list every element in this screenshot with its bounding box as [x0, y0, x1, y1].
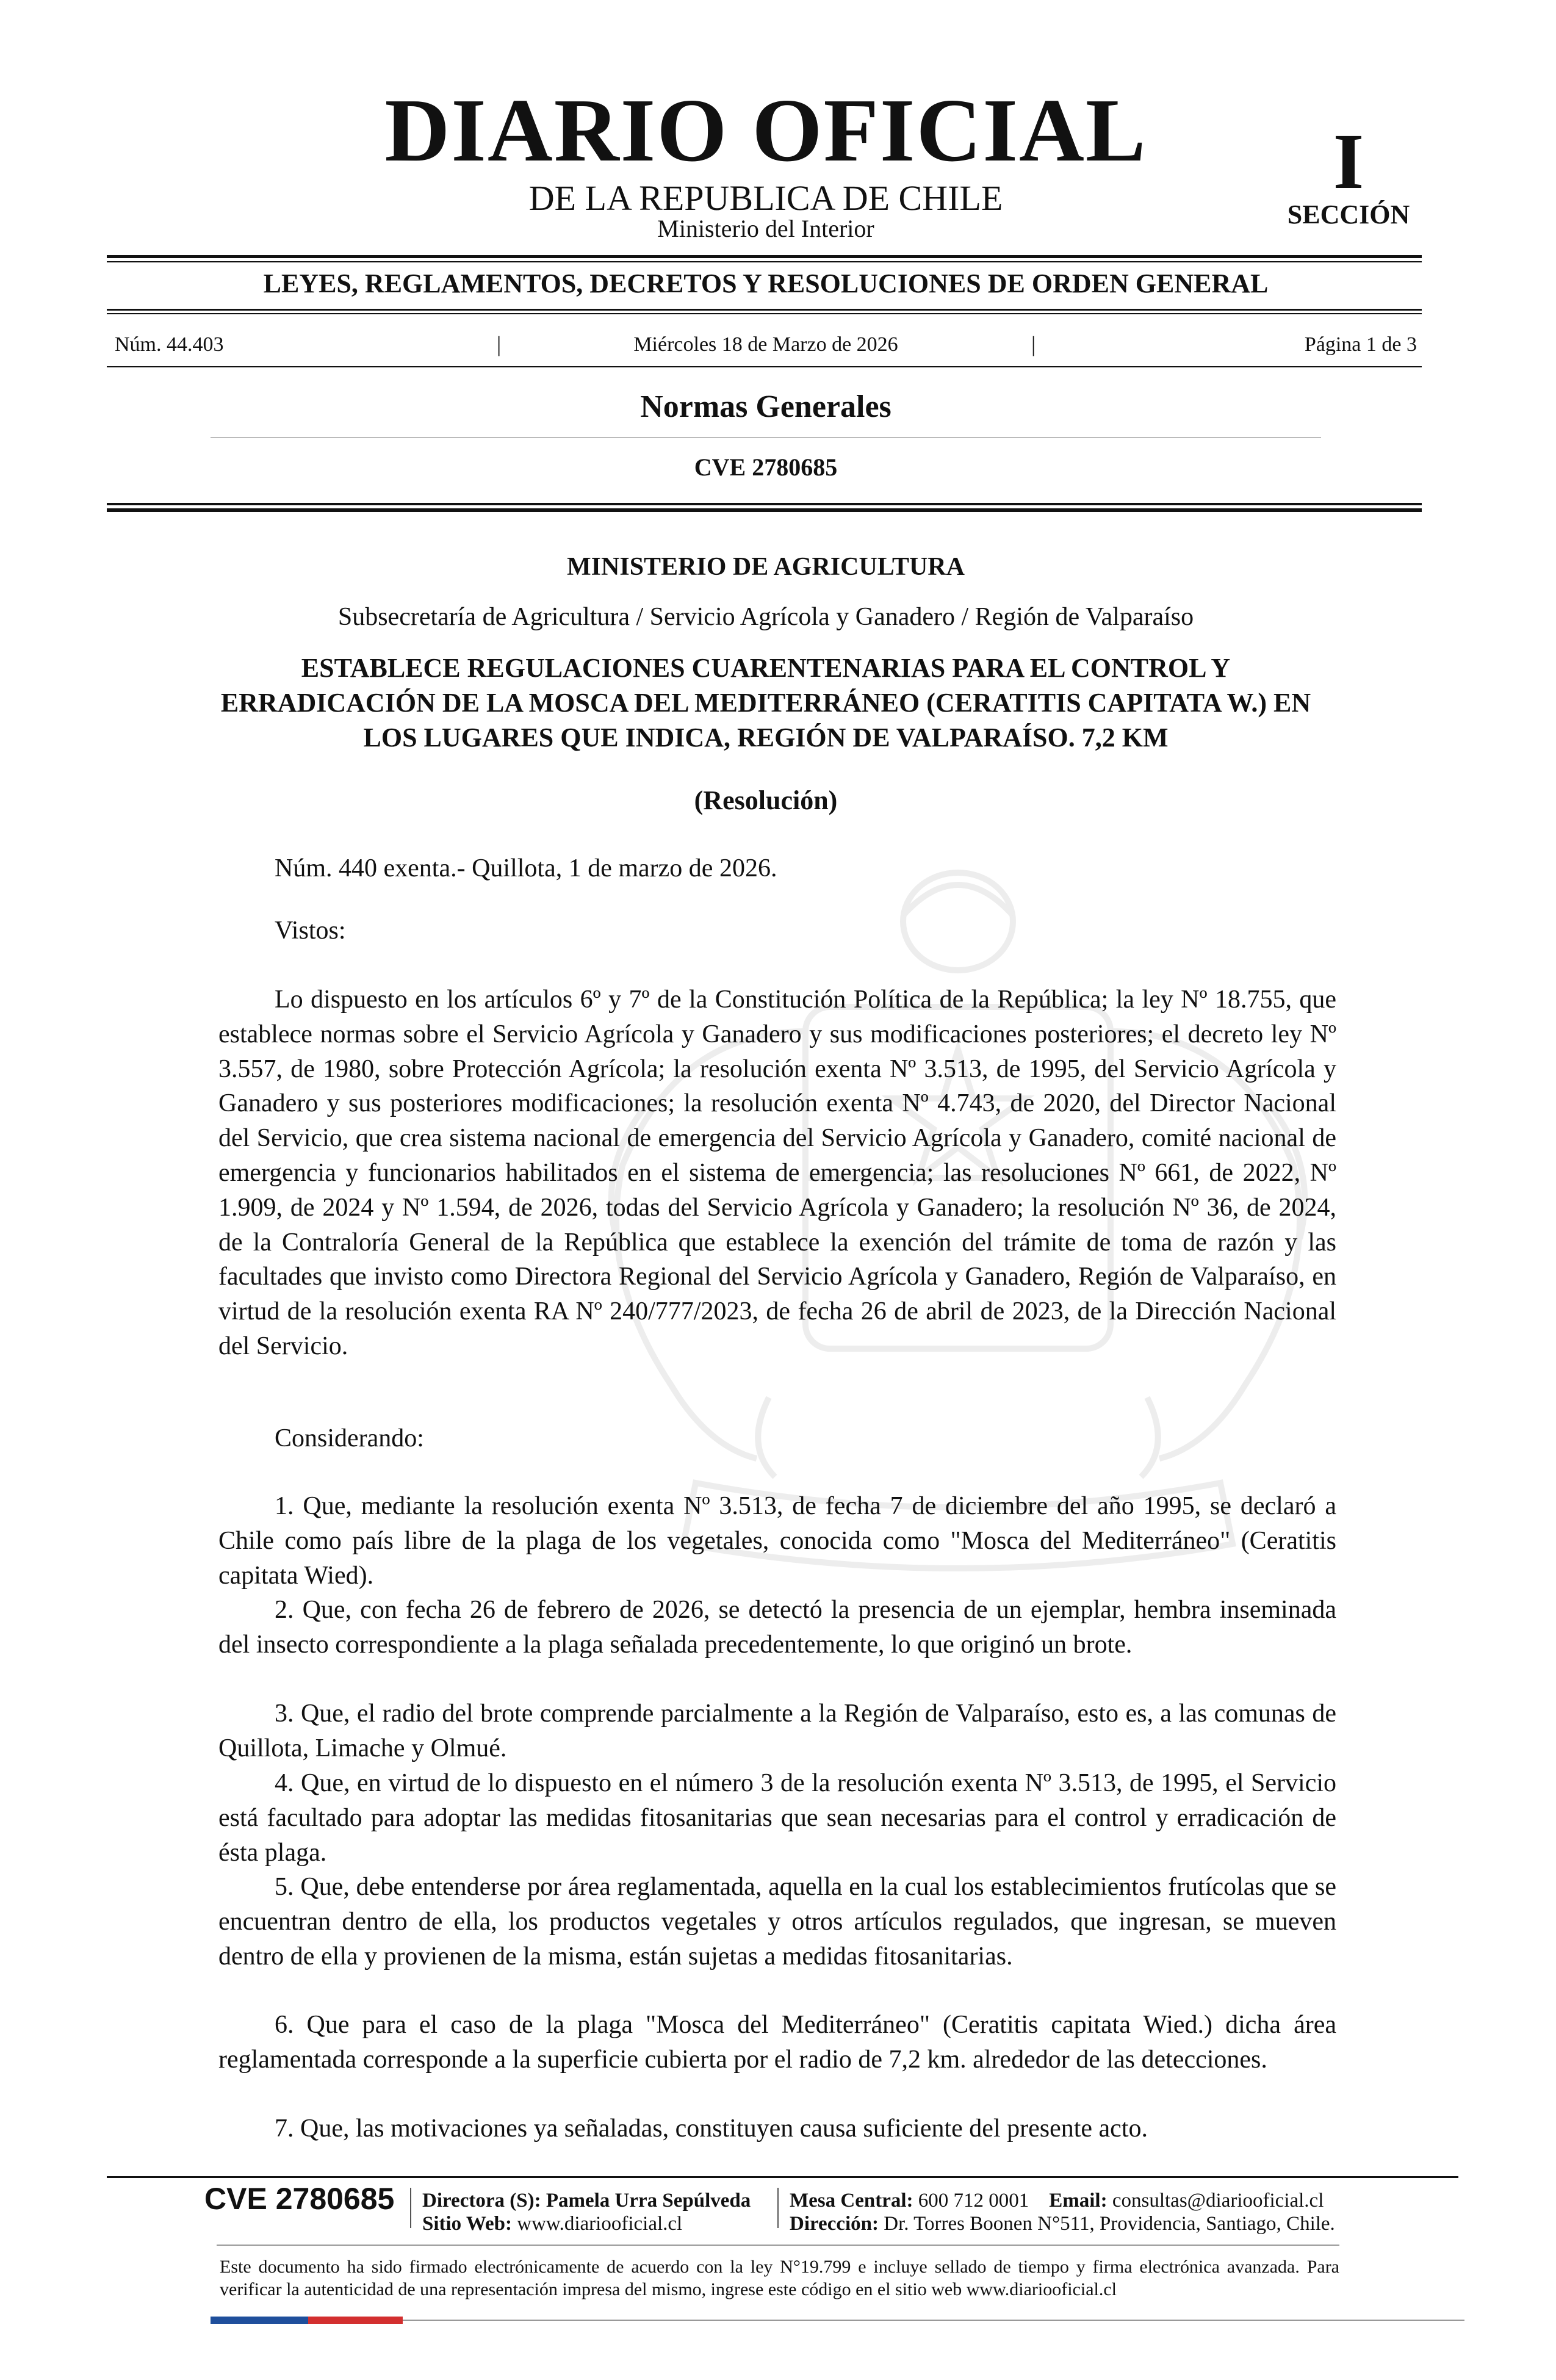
footer-director: Directora (S): Pamela Urra Sepúlveda	[422, 2190, 751, 2212]
considerando-item: 4. Que, en virtud de lo dispuesto en el número 3 de la resolución exenta Nº 3.513, de 1995, el Servicio está facultado para adoptar las medidas fitosanitarias que sean necesarias para el control y erradicación de ésta plaga.	[218, 1769, 1336, 1867]
considerando-item: 2. Que, con fecha 26 de febrero de 2026, se detectó la presencia de un ejemplar, hembra inseminada del insecto correspondiente a la plaga señalada precedentemente, lo que originó un brote.	[218, 1596, 1336, 1659]
issuing-subsecretaria: Subsecretaría de Agricultura / Servicio Agrícola y Ganadero / Región de Valparaíso	[337, 603, 1194, 631]
section-title: Normas Generales	[640, 389, 891, 424]
footer-rule	[107, 2176, 1458, 2178]
newspaper-subtitle: DE LA REPUBLICA DE CHILE	[528, 178, 1003, 218]
considerando-item: 5. Que, debe entenderse por área reglamentada, aquella en la cual los establecimientos frutícolas que se encuentran dentro de ella, los productos vegetales y otros artículos regulados, que ingresan, se mueven dentro de ella y provienen de la misma, están sujetas a medidas fitosanitarias.	[218, 1873, 1336, 1971]
masthead-rule-thin	[107, 261, 1422, 262]
issue-date: Miércoles 18 de Marzo de 2026	[633, 333, 898, 356]
cve-code: CVE 2780685	[694, 453, 838, 481]
footer-website-link[interactable]: www.diariooficial.cl	[517, 2213, 683, 2235]
issue-page: Página 1 de 3	[1304, 333, 1417, 356]
footer-contact: Mesa Central: 600 712 0001 Email: consultas@diariooficial.cl	[790, 2190, 1324, 2212]
footer-address: Dirección: Dr. Torres Boonen N°511, Providencia, Santiago, Chile.	[790, 2213, 1335, 2235]
considerando-item: 1. Que, mediante la resolución exenta Nº 3.513, de fecha 7 de diciembre del año 1995, se declaró a Chile como país libre de la plaga de los vegetales, conocida como "Mosca del Mediterráneo" (Ceratitis capitata Wied).	[218, 1492, 1336, 1590]
footer-divider	[777, 2188, 779, 2228]
considerando-label: Considerando:	[275, 1424, 424, 1452]
category-rule-bottom-thin	[107, 313, 1422, 314]
masthead-rule-top	[107, 255, 1422, 258]
flag-stripe-red	[308, 2317, 403, 2324]
category-rule-bottom	[107, 309, 1422, 311]
issue-rule	[107, 366, 1422, 367]
issue-separator: |	[497, 332, 502, 356]
vistos-label: Vistos:	[275, 917, 346, 945]
section-numeral: I	[1333, 118, 1364, 206]
signature-notice: Este documento ha sido firmado electrónicamente de acuerdo con la ley N°19.799 e incluye sellado de tiempo y firma electrónica avanzada. Para verificar la autenticidad de una representación impresa del mismo, ingrese este código en el sitio web www.diariooficial.cl	[220, 2257, 1339, 2299]
considerando-item: 3. Que, el radio del brote comprende parcialmente a la Región de Valparaíso, esto es, a las comunas de Quillota, Limache y Olmué.	[218, 1700, 1336, 1762]
footer-divider	[410, 2188, 411, 2228]
footer-bottom-rule	[403, 2320, 1464, 2321]
category-heading: LEYES, REGLAMENTOS, DECRETOS Y RESOLUCIONES DE ORDEN GENERAL	[263, 269, 1269, 298]
header-rule-thick	[107, 503, 1422, 505]
resolution-number-line: Núm. 440 exenta.- Quillota, 1 de marzo de 2026.	[275, 854, 777, 882]
section-label: SECCIÓN	[1287, 200, 1410, 229]
issue-separator: |	[1031, 332, 1036, 356]
considerando-item: 6. Que para el caso de la plaga "Mosca del Mediterráneo" (Ceratitis capitata Wied.) dicha área reglamentada corresponde a la superficie cubierta por el radio de 7,2 km. alrededor de las detecciones.	[218, 2011, 1336, 2074]
vistos-paragraph: Lo dispuesto en los artículos 6º y 7º de la Constitución Política de la República; la ley Nº 18.755, que establece normas sobre el Servicio Agrícola y Ganadero y sus modificaciones posteriores; el decreto ley Nº 3.557, de 1980, sobre Protección Agrícola; la resolución exenta Nº 3.513, de 1995, del Servicio Agrícola y Ganadero y sus posteriores modificaciones; la resolución exenta Nº 4.743, de 2020, del Director Nacional del Servicio, que crea sistema nacional de emergencia del Servicio Agrícola y Ganadero, comité nacional de emergencia y funcionarios habilitados en el sistema de emergencia; las resoluciones Nº 661, de 2022, Nº 1.909, de 2024 y Nº 1.594, de 2026, todas del Servicio Agrícola y Ganadero; la resolución Nº 36, de 2024, de la Contraloría General de la República que establece la exención del trámite de toma de razón y las facultades que invisto como Directora Regional del Servicio Agrícola y Ganadero, Región de Valparaíso, en virtud de la resolución exenta RA Nº 240/777/2023, de fecha 26 de abril de 2023, de la Dirección Nacional del Servicio.	[218, 986, 1336, 1360]
issue-number: Núm. 44.403	[115, 333, 224, 356]
footer-note-rule	[217, 2245, 1339, 2246]
flag-stripe-blue	[211, 2317, 308, 2324]
footer-website: Sitio Web: www.diariooficial.cl	[422, 2213, 683, 2235]
considerando-item: 7. Que, las motivaciones ya señaladas, constituyen causa suficiente del presente acto.	[275, 2115, 1148, 2143]
resolution-type: (Resolución)	[694, 785, 838, 815]
resolution-title: ESTABLECE REGULACIONES CUARENTENARIAS PARA EL CONTROL Y ERRADICACIÓN DE LA MOSCA DEL MEDITERRÁNEO (CERATITIS CAPITATA W.) EN LOS LUGARES QUE INDICA, REGIÓN DE VALPARAÍSO. 7,2 KM	[220, 653, 1311, 752]
header-rule-thick-2	[107, 508, 1422, 512]
issuing-ministry: MINISTERIO DE AGRICULTURA	[567, 553, 965, 581]
newspaper-title: DIARIO OFICIAL	[384, 81, 1147, 181]
newspaper-ministry: Ministerio del Interior	[657, 215, 874, 242]
footer-email-link[interactable]: consultas@diariooficial.cl	[1112, 2190, 1324, 2212]
footer-cve-code: CVE 2780685	[204, 2182, 395, 2216]
section-title-underline	[211, 437, 1321, 438]
